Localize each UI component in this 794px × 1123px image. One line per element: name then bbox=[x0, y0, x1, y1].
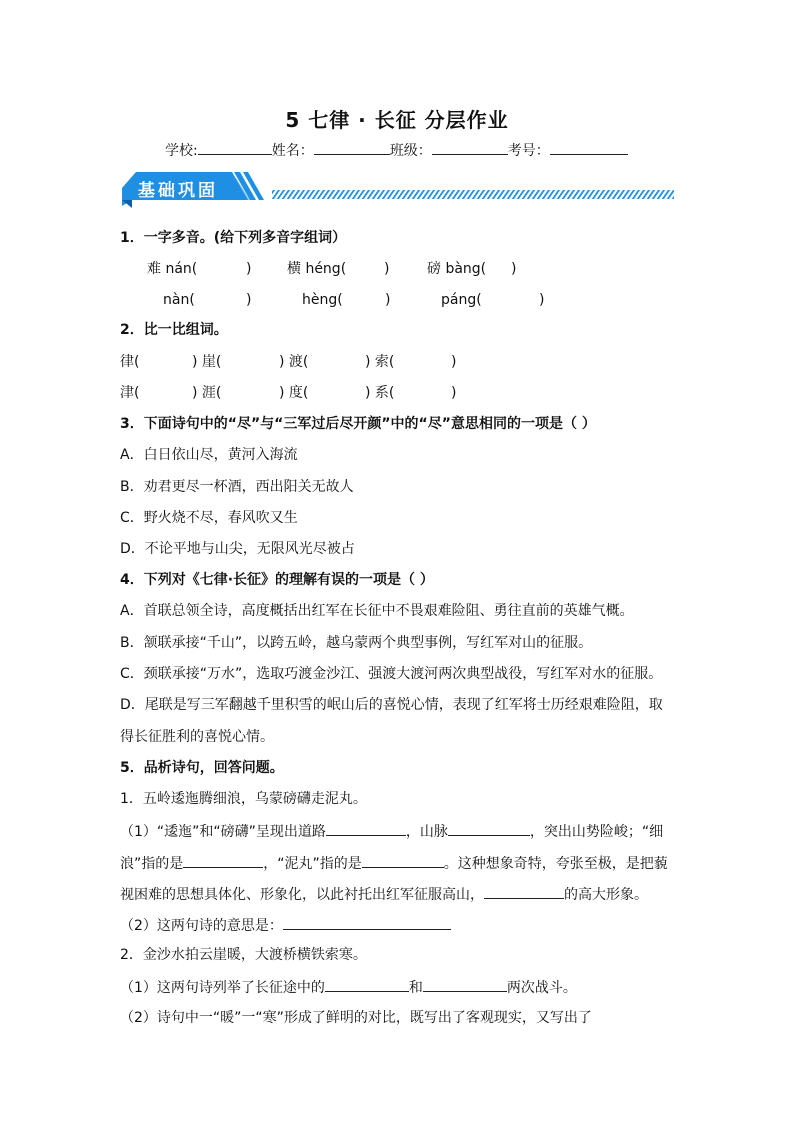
answer-blank[interactable] bbox=[484, 883, 564, 899]
q1-row2-close2: ) bbox=[385, 292, 391, 308]
q2-row1-c: ) 渡( bbox=[279, 354, 309, 370]
q1-row1-close1: ) bbox=[246, 261, 252, 277]
q5-1-sub1-text-c: ，突出山势险峻；“细 bbox=[529, 824, 664, 840]
q1-row2-item2: hèng( bbox=[302, 292, 343, 308]
q3-title: 3．下面诗句中的“尽”与“三军过后尽开颜”中的“尽”意思相同的一项是（ ） bbox=[120, 416, 596, 432]
q5-1-sub1-text-b: ，山脉 bbox=[405, 824, 448, 840]
q5-poem-2: 2．金沙水拍云崖暖，大渡桥横铁索寒。 bbox=[120, 947, 367, 963]
q3-option-a: A．白日依山尽，黄河入海流 bbox=[120, 447, 298, 463]
q1-title: 1．一字多音。(给下列多音字组词） bbox=[120, 230, 347, 246]
page-title: 5 七律 · 长征 分层作业 bbox=[285, 108, 509, 132]
q1-row2-close3: ) bbox=[539, 292, 545, 308]
q1-row2-item1: nàn( bbox=[163, 292, 195, 308]
q2-row1-d: ) 索( bbox=[365, 354, 395, 370]
q4-option-d-cont: 得长征胜利的喜悦心情。 bbox=[120, 729, 274, 745]
q1-row1-close2: ) bbox=[384, 261, 390, 277]
name-label: 姓名： bbox=[271, 143, 314, 159]
q4-option-c: C．颈联承接“万水”，选取巧渡金沙江、强渡大渡河两次典型战役，写红军对水的征服。 bbox=[120, 666, 663, 682]
class-blank[interactable] bbox=[432, 139, 508, 155]
answer-blank[interactable] bbox=[448, 820, 530, 836]
q4-title: 4．下列对《七律·长征》的理解有误的一项是（ ） bbox=[120, 572, 434, 588]
q5-1-sub1-line3 bbox=[120, 883, 648, 905]
q2-row2-c: ) 度( bbox=[279, 385, 309, 401]
q2-row2-e: ) bbox=[451, 385, 457, 401]
q2-row2-b: ) 涯( bbox=[192, 385, 222, 401]
q4-option-b: B．颔联承接“千山”，以跨五岭，越乌蒙两个典型事例，写红军对山的征服。 bbox=[120, 635, 593, 651]
q5-title: 5．品析诗句，回答问题。 bbox=[120, 760, 284, 776]
q1-row2-close1: ) bbox=[246, 292, 252, 308]
q3-option-d: D．不论平地与山尖，无限风光尽被占 bbox=[120, 541, 355, 557]
q1-row1-item3: 磅 bàng( bbox=[427, 261, 487, 277]
q5-1-sub1-line2 bbox=[120, 852, 668, 874]
q1-row1-item2: 横 héng( bbox=[287, 261, 347, 277]
q5-poem-1: 1．五岭逶迤腾细浪，乌蒙磅礴走泥丸。 bbox=[120, 791, 367, 807]
q4-option-d: D．尾联是写三军翻越千里积雪的岷山后的喜悦心情，表现了红军将士历经艰难险阻，取 bbox=[120, 697, 663, 713]
q1-row1-item1: 难 nán( bbox=[147, 261, 198, 277]
q3-option-b: B．劝君更尽一杯酒，西出阳关无故人 bbox=[120, 479, 354, 495]
answer-blank[interactable] bbox=[325, 976, 409, 992]
q5-1-sub1-text-f: 。这种想象奇特，夸张至极，是把藐 bbox=[443, 856, 668, 872]
answer-blank[interactable] bbox=[362, 852, 444, 868]
q5-1-sub2-line bbox=[120, 914, 451, 936]
q2-row1-a: 律( bbox=[120, 354, 140, 370]
school-label: 学校: bbox=[165, 143, 198, 159]
q4-option-a: A．首联总领全诗，高度概括出红军在长征中不畏艰难险阻、勇往直前的英雄气概。 bbox=[120, 603, 634, 619]
answer-blank[interactable] bbox=[283, 914, 451, 930]
banner-hatch-stripe bbox=[272, 190, 674, 199]
number-label: 考号： bbox=[507, 143, 550, 159]
q1-row1-close3: ) bbox=[511, 261, 517, 277]
q5-1-sub1-text-h: 的高大形象。 bbox=[564, 887, 648, 903]
answer-blank[interactable] bbox=[183, 852, 263, 868]
q5-1-sub1-text-d: 浪”指的是 bbox=[120, 856, 184, 872]
q1-row2-item3: páng( bbox=[441, 292, 482, 308]
q5-1-sub1-line1 bbox=[120, 820, 663, 842]
student-info-line bbox=[165, 139, 628, 160]
q2-row1-b: ) 崖( bbox=[192, 354, 222, 370]
q5-1-sub1-text-e: ，“泥丸”指的是 bbox=[263, 856, 362, 872]
school-blank[interactable] bbox=[198, 139, 272, 155]
q5-2-sub2-line: （2）诗句中一“暖”一“寒”形成了鲜明的对比，既写出了客观现实，又写出了 bbox=[120, 1010, 592, 1026]
q5-2-sub1-line bbox=[120, 976, 577, 998]
q5-1-sub1-text-a: （1）“逶迤”和“磅礴”呈现出道路 bbox=[120, 824, 326, 840]
class-label: 班级： bbox=[389, 143, 432, 159]
q2-row1-e: ) bbox=[451, 354, 457, 370]
q5-1-sub2-text: （2）这两句诗的意思是： bbox=[120, 918, 283, 934]
q5-1-sub1-text-g: 视困难的思想具体化、形象化，以此衬托出红军征服高山， bbox=[120, 887, 484, 903]
q2-row2-d: ) 系( bbox=[365, 385, 395, 401]
q5-2-sub1-text-b: 和 bbox=[408, 980, 423, 996]
name-blank[interactable] bbox=[314, 139, 390, 155]
q2-title: 2．比一比组词。 bbox=[120, 322, 228, 338]
section-title: 基础巩固 bbox=[138, 181, 218, 201]
answer-blank[interactable] bbox=[326, 820, 406, 836]
q3-option-c: C．野火烧不尽，春风吹又生 bbox=[120, 510, 298, 526]
answer-blank[interactable] bbox=[423, 976, 507, 992]
q5-2-sub1-text-a: （1）这两句诗列举了长征途中的 bbox=[120, 980, 325, 996]
number-blank[interactable] bbox=[550, 139, 628, 155]
q2-row2-a: 津( bbox=[120, 385, 140, 401]
q5-2-sub1-text-c: 两次战斗。 bbox=[506, 980, 577, 996]
